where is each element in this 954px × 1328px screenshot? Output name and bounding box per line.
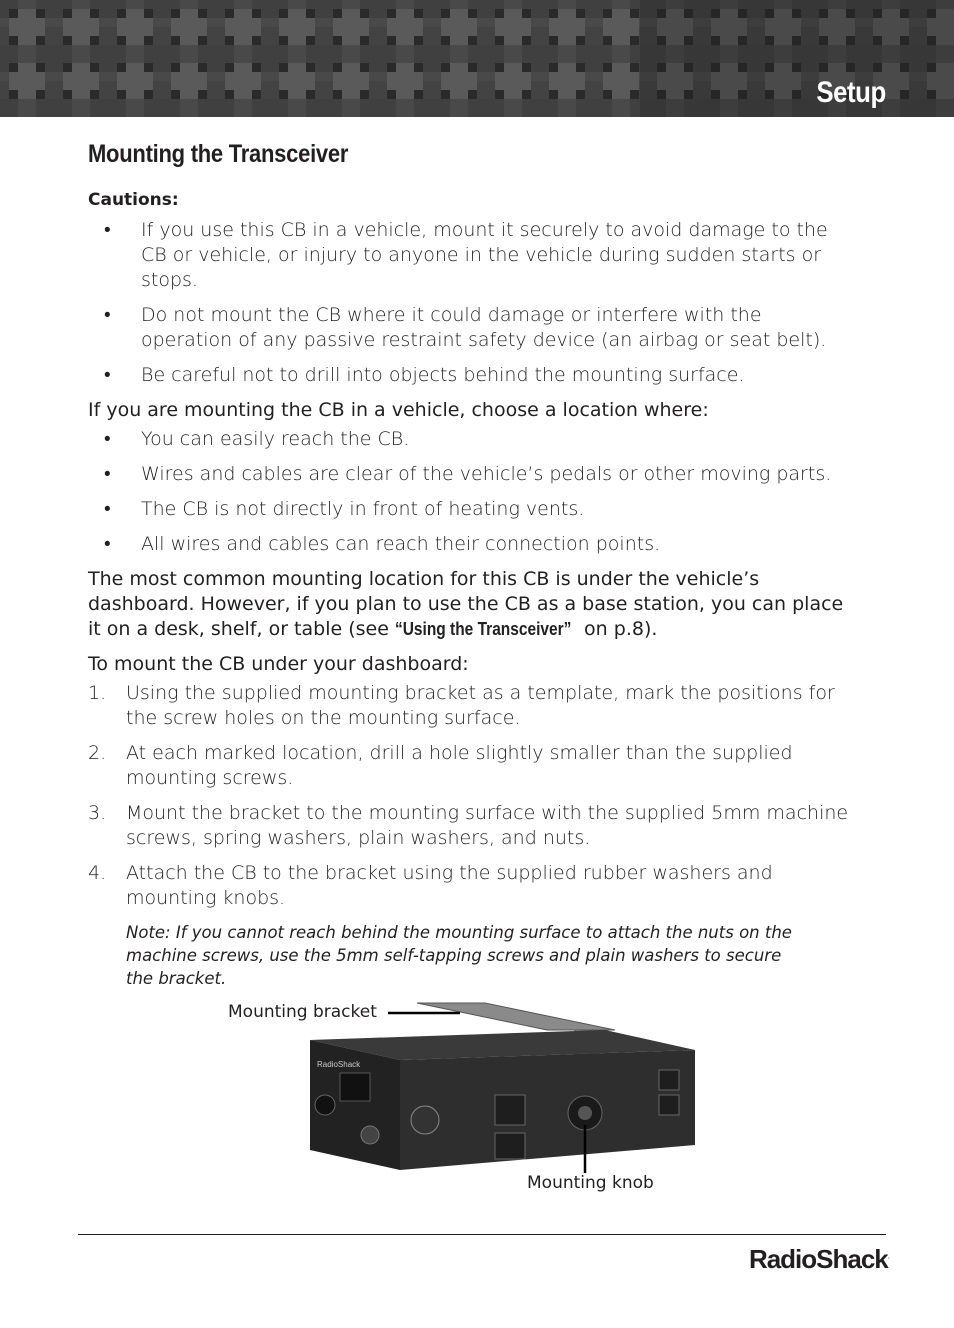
bullet-icon: •	[104, 364, 111, 386]
vehicle-location-list	[88, 427, 858, 557]
common-location-paragraph: The most common mounting location for this CB is under the vehicle’s dashboard. However, if you plan to use the CB as a base station, you can place it on a desk, shelf, or table (see “Using the Transceiver” on p.8).	[88, 568, 844, 640]
list-item: 1. Using the supplied mounting bracket as a template, mark the positions for the screw holes on the mounting surface.	[88, 682, 835, 729]
radioshack-logo: RadioShack.	[748, 1244, 889, 1274]
list-item: • The CB is not directly in front of heating vents.	[104, 498, 585, 520]
cross-reference-link[interactable]: “Using the Transceiver”	[394, 619, 572, 639]
footer-divider	[78, 1234, 886, 1235]
list-item: • If you use this CB in a vehicle, mount it securely to avoid damage to the CB or vehicle, or injury to anyone in the vehicle during sudden starts or stops.	[104, 219, 828, 291]
list-item: 4. Attach the CB to the bracket using the supplied rubber washers and mounting knobs.	[88, 862, 773, 909]
list-item: • Be careful not to drill into objects behind the mounting surface.	[104, 364, 745, 386]
list-item: • All wires and cables can reach their connection points.	[104, 533, 661, 555]
bullet-icon: •	[104, 498, 111, 520]
list-item: 3. Mount the bracket to the mounting surface with the supplied 5mm machine screws, spring washers, plain washers, and nuts.	[88, 802, 849, 849]
mounting-bracket-label: Mounting bracket	[228, 1002, 377, 1022]
mounting-steps	[88, 681, 858, 911]
device-brand-text: RadioShack	[317, 1060, 361, 1069]
list-item: • Do not mount the CB where it could damage or interfere with the operation of any passive restraint safety device (an airbag or seat belt).	[104, 304, 827, 351]
mounting-knob-label: Mounting knob	[527, 1173, 654, 1193]
cautions-list	[88, 218, 858, 388]
main-content	[88, 140, 858, 990]
note: Note: If you cannot reach behind the mounting surface to attach the nuts on the machine screws, use the 5mm self-tapping screws and plain washers to secure the bracket.	[126, 923, 792, 988]
cautions-label: Cautions:	[88, 190, 179, 210]
bullet-icon: •	[104, 428, 111, 450]
section-heading: Mounting the Transceiver	[88, 140, 349, 168]
list-item: 2. At each marked location, drill a hole slightly smaller than the supplied mounting screws.	[88, 742, 793, 789]
banner-cross-pattern	[0, 0, 954, 117]
header-banner	[0, 0, 954, 117]
list-item: • Wires and cables are clear of the vehicle’s pedals or other moving parts.	[104, 463, 832, 485]
dashboard-intro: To mount the CB under your dashboard:	[88, 653, 469, 675]
page-section-title: Setup	[816, 76, 886, 109]
list-item: • You can easily reach the CB.	[104, 428, 410, 450]
mounting-figure	[225, 995, 705, 1210]
bullet-icon: •	[104, 533, 111, 555]
vehicle-intro: If you are mounting the CB in a vehicle, choose a location where:	[88, 399, 709, 421]
bullet-icon: •	[104, 219, 111, 241]
bullet-icon: •	[104, 463, 111, 485]
bullet-icon: •	[104, 304, 111, 326]
